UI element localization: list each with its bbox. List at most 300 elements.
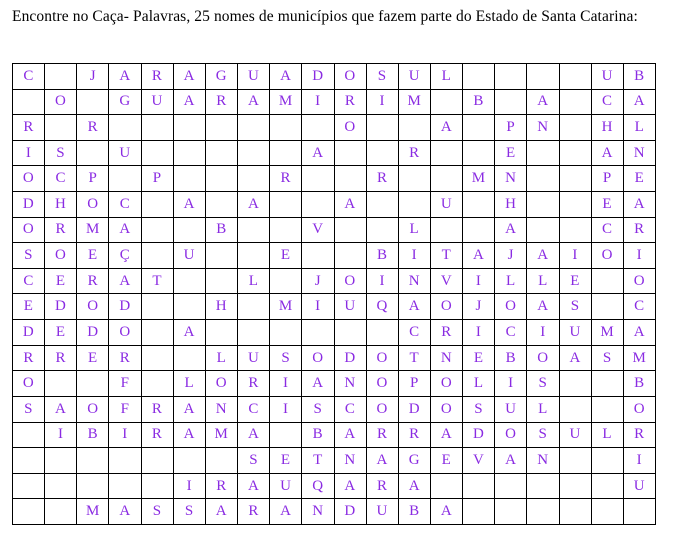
grid-cell: V — [431, 269, 463, 295]
grid-cell: P — [495, 115, 527, 141]
grid-cell: I — [109, 423, 141, 449]
grid-cell — [45, 499, 77, 525]
grid-cell — [367, 320, 399, 346]
grid-cell: A — [399, 294, 431, 320]
grid-cell: U — [560, 320, 592, 346]
grid-cell: R — [206, 90, 238, 116]
grid-cell: R — [77, 115, 109, 141]
grid-cell: O — [335, 115, 367, 141]
grid-cell: U — [238, 64, 270, 90]
grid-cell — [238, 141, 270, 167]
grid-cell — [560, 90, 592, 116]
grid-cell: O — [77, 397, 109, 423]
grid-cell — [142, 243, 174, 269]
grid-cell — [206, 243, 238, 269]
grid-cell: E — [45, 320, 77, 346]
grid-cell — [238, 218, 270, 244]
grid-cell — [302, 192, 334, 218]
grid-cell — [302, 115, 334, 141]
grid-cell: C — [13, 269, 45, 295]
grid-cell: O — [335, 64, 367, 90]
grid-cell — [527, 218, 559, 244]
grid-cell: E — [495, 141, 527, 167]
grid-cell — [206, 192, 238, 218]
grid-cell — [174, 346, 206, 372]
grid-cell — [174, 269, 206, 295]
grid-cell: Ç — [109, 243, 141, 269]
grid-cell: M — [77, 499, 109, 525]
grid-cell: C — [624, 294, 656, 320]
grid-cell — [367, 218, 399, 244]
grid-cell: R — [109, 346, 141, 372]
grid-cell — [495, 474, 527, 500]
grid-cell — [399, 192, 431, 218]
grid-cell: Q — [302, 474, 334, 500]
grid-cell: A — [624, 192, 656, 218]
grid-cell: R — [367, 474, 399, 500]
grid-cell — [495, 499, 527, 525]
grid-cell: A — [367, 448, 399, 474]
grid-cell: N — [527, 115, 559, 141]
grid-cell: I — [367, 269, 399, 295]
grid-cell — [77, 474, 109, 500]
grid-cell — [270, 115, 302, 141]
grid-cell: P — [592, 166, 624, 192]
grid-cell: P — [77, 166, 109, 192]
grid-cell: A — [174, 64, 206, 90]
grid-cell: G — [399, 448, 431, 474]
grid-cell: A — [174, 192, 206, 218]
grid-cell: D — [335, 346, 367, 372]
grid-cell: M — [399, 90, 431, 116]
grid-cell — [13, 423, 45, 449]
grid-cell — [592, 371, 624, 397]
grid-cell: U — [109, 141, 141, 167]
grid-cell — [431, 218, 463, 244]
grid-cell: S — [13, 397, 45, 423]
grid-cell: R — [142, 397, 174, 423]
grid-cell: A — [495, 448, 527, 474]
grid-cell: S — [560, 294, 592, 320]
grid-cell — [624, 499, 656, 525]
grid-cell — [335, 166, 367, 192]
grid-cell — [77, 371, 109, 397]
grid-cell: I — [495, 371, 527, 397]
grid-cell: S — [302, 397, 334, 423]
grid-cell: A — [527, 243, 559, 269]
grid-cell: H — [495, 192, 527, 218]
grid-cell: R — [45, 218, 77, 244]
grid-cell: C — [238, 397, 270, 423]
grid-cell: I — [13, 141, 45, 167]
grid-cell: C — [592, 218, 624, 244]
grid-cell: C — [45, 166, 77, 192]
grid-cell: S — [45, 141, 77, 167]
grid-cell: A — [399, 474, 431, 500]
grid-cell: U — [560, 423, 592, 449]
grid-cell: A — [335, 192, 367, 218]
grid-cell — [142, 115, 174, 141]
grid-cell: T — [431, 243, 463, 269]
grid-cell: C — [335, 397, 367, 423]
grid-cell: E — [13, 294, 45, 320]
grid-cell: L — [527, 397, 559, 423]
word-search-grid — [12, 63, 656, 525]
grid-cell: A — [174, 397, 206, 423]
grid-cell: B — [495, 346, 527, 372]
grid-cell: O — [77, 294, 109, 320]
grid-cell: H — [592, 115, 624, 141]
grid-cell — [560, 166, 592, 192]
grid-cell: M — [206, 423, 238, 449]
grid-cell: J — [77, 64, 109, 90]
grid-cell: A — [238, 192, 270, 218]
grid-cell: S — [592, 346, 624, 372]
grid-cell — [238, 294, 270, 320]
grid-cell: E — [560, 269, 592, 295]
grid-cell: V — [302, 218, 334, 244]
grid-cell — [592, 474, 624, 500]
grid-cell: R — [77, 269, 109, 295]
grid-cell — [206, 166, 238, 192]
grid-cell: N — [495, 166, 527, 192]
grid-cell: Q — [367, 294, 399, 320]
grid-cell — [463, 64, 495, 90]
grid-cell: D — [463, 423, 495, 449]
grid-cell: C — [109, 192, 141, 218]
grid-cell — [13, 448, 45, 474]
grid-cell: S — [13, 243, 45, 269]
grid-cell — [77, 90, 109, 116]
grid-cell — [463, 218, 495, 244]
grid-cell: I — [270, 371, 302, 397]
grid-cell — [206, 141, 238, 167]
grid-cell: I — [270, 397, 302, 423]
grid-cell — [302, 166, 334, 192]
grid-cell: D — [77, 320, 109, 346]
grid-cell: D — [13, 192, 45, 218]
grid-cell: I — [399, 243, 431, 269]
grid-cell: B — [463, 90, 495, 116]
grid-cell: A — [335, 423, 367, 449]
grid-cell: U — [592, 64, 624, 90]
grid-cell: A — [624, 320, 656, 346]
grid-cell: A — [174, 320, 206, 346]
grid-cell: A — [527, 90, 559, 116]
grid-cell: M — [592, 320, 624, 346]
grid-cell: A — [206, 499, 238, 525]
grid-cell: B — [399, 499, 431, 525]
grid-cell: G — [206, 64, 238, 90]
grid-cell: O — [495, 294, 527, 320]
grid-cell: N — [624, 141, 656, 167]
grid-cell: O — [206, 371, 238, 397]
grid-cell: I — [367, 90, 399, 116]
grid-cell — [367, 115, 399, 141]
grid-cell — [174, 166, 206, 192]
grid-cell: R — [399, 423, 431, 449]
grid-cell: D — [109, 294, 141, 320]
grid-cell: I — [624, 448, 656, 474]
grid-cell — [592, 269, 624, 295]
grid-cell: R — [624, 218, 656, 244]
grid-cell: N — [302, 499, 334, 525]
grid-cell: M — [77, 218, 109, 244]
grid-cell: O — [495, 423, 527, 449]
grid-cell: A — [431, 499, 463, 525]
grid-cell: B — [206, 218, 238, 244]
grid-cell — [109, 115, 141, 141]
grid-cell: R — [399, 141, 431, 167]
grid-cell — [527, 474, 559, 500]
grid-cell: S — [238, 448, 270, 474]
grid-cell: C — [495, 320, 527, 346]
grid-cell — [495, 64, 527, 90]
grid-cell: O — [13, 166, 45, 192]
grid-cell: E — [77, 346, 109, 372]
grid-cell: C — [399, 320, 431, 346]
grid-cell: A — [335, 474, 367, 500]
grid-cell: P — [399, 371, 431, 397]
grid-cell — [592, 499, 624, 525]
grid-cell: O — [45, 243, 77, 269]
grid-cell — [206, 448, 238, 474]
grid-cell — [142, 474, 174, 500]
grid-cell: A — [560, 346, 592, 372]
grid-cell: S — [463, 397, 495, 423]
grid-cell — [206, 320, 238, 346]
grid-cell: I — [624, 243, 656, 269]
grid-cell: V — [463, 448, 495, 474]
grid-cell: O — [367, 371, 399, 397]
grid-cell — [174, 448, 206, 474]
grid-cell — [174, 141, 206, 167]
grid-cell: O — [13, 371, 45, 397]
grid-cell: U — [431, 192, 463, 218]
grid-cell: A — [624, 90, 656, 116]
grid-cell: R — [335, 90, 367, 116]
grid-cell: E — [77, 243, 109, 269]
grid-cell: A — [238, 423, 270, 449]
grid-cell — [527, 166, 559, 192]
grid-cell: S — [174, 499, 206, 525]
grid-cell — [367, 141, 399, 167]
grid-cell — [270, 192, 302, 218]
grid-cell: E — [270, 448, 302, 474]
grid-cell — [142, 192, 174, 218]
grid-cell — [302, 243, 334, 269]
grid-cell: R — [367, 423, 399, 449]
grid-cell — [270, 423, 302, 449]
grid-cell — [77, 141, 109, 167]
grid-cell: I — [174, 474, 206, 500]
grid-cell: E — [592, 192, 624, 218]
grid-cell — [335, 320, 367, 346]
grid-cell: A — [238, 90, 270, 116]
grid-cell — [399, 115, 431, 141]
grid-cell: R — [624, 423, 656, 449]
grid-cell: O — [45, 90, 77, 116]
grid-cell: E — [431, 448, 463, 474]
grid-cell: I — [302, 294, 334, 320]
grid-cell — [335, 141, 367, 167]
grid-cell: A — [463, 243, 495, 269]
grid-cell: L — [463, 371, 495, 397]
grid-cell — [142, 141, 174, 167]
grid-cell: O — [624, 397, 656, 423]
grid-cell: O — [592, 243, 624, 269]
grid-cell — [109, 448, 141, 474]
grid-cell: A — [109, 218, 141, 244]
grid-cell — [13, 499, 45, 525]
grid-cell — [238, 115, 270, 141]
grid-cell: O — [527, 346, 559, 372]
grid-cell: B — [77, 423, 109, 449]
grid-cell: S — [367, 64, 399, 90]
grid-cell: E — [624, 166, 656, 192]
grid-cell: I — [45, 423, 77, 449]
grid-cell: L — [592, 423, 624, 449]
grid-cell: N — [335, 448, 367, 474]
grid-cell: N — [206, 397, 238, 423]
grid-cell: S — [527, 371, 559, 397]
grid-cell — [302, 320, 334, 346]
grid-cell: C — [13, 64, 45, 90]
grid-cell — [463, 115, 495, 141]
grid-cell: O — [367, 397, 399, 423]
grid-cell — [142, 294, 174, 320]
grid-cell — [463, 474, 495, 500]
grid-cell: A — [174, 90, 206, 116]
grid-cell: O — [431, 371, 463, 397]
grid-cell: A — [270, 64, 302, 90]
grid-cell: A — [270, 499, 302, 525]
grid-cell: A — [238, 474, 270, 500]
grid-cell — [560, 371, 592, 397]
grid-cell: E — [45, 269, 77, 295]
grid-cell — [270, 218, 302, 244]
grid-cell: B — [624, 371, 656, 397]
grid-cell: L — [431, 64, 463, 90]
grid-cell — [527, 192, 559, 218]
grid-cell: R — [431, 320, 463, 346]
grid-cell: U — [270, 474, 302, 500]
grid-cell: D — [13, 320, 45, 346]
grid-cell: U — [624, 474, 656, 500]
grid-cell — [142, 371, 174, 397]
grid-cell: O — [302, 346, 334, 372]
grid-cell — [527, 141, 559, 167]
grid-cell — [45, 115, 77, 141]
grid-cell — [45, 371, 77, 397]
grid-cell — [463, 192, 495, 218]
grid-cell: L — [174, 371, 206, 397]
grid-cell — [45, 448, 77, 474]
grid-cell — [174, 294, 206, 320]
grid-cell: O — [13, 218, 45, 244]
grid-cell: L — [399, 218, 431, 244]
grid-cell: F — [109, 371, 141, 397]
grid-cell: M — [463, 166, 495, 192]
grid-cell: E — [270, 243, 302, 269]
grid-cell — [431, 90, 463, 116]
grid-cell — [77, 448, 109, 474]
grid-cell: L — [527, 269, 559, 295]
grid-cell: G — [109, 90, 141, 116]
grid-cell: L — [238, 269, 270, 295]
grid-cell: N — [527, 448, 559, 474]
grid-cell: R — [367, 166, 399, 192]
grid-cell: D — [45, 294, 77, 320]
grid-cell: R — [206, 474, 238, 500]
grid-cell: S — [270, 346, 302, 372]
grid-cell: E — [463, 346, 495, 372]
grid-cell — [206, 115, 238, 141]
grid-cell — [45, 474, 77, 500]
grid-cell: R — [13, 346, 45, 372]
grid-cell: A — [495, 218, 527, 244]
grid-cell: M — [624, 346, 656, 372]
grid-cell: L — [624, 115, 656, 141]
grid-cell: U — [335, 294, 367, 320]
grid-cell: O — [109, 320, 141, 346]
grid-cell — [174, 115, 206, 141]
grid-cell: U — [174, 243, 206, 269]
grid-cell — [142, 218, 174, 244]
grid-cell — [399, 166, 431, 192]
grid-cell: B — [302, 423, 334, 449]
grid-cell: H — [206, 294, 238, 320]
grid-cell — [431, 474, 463, 500]
grid-cell: A — [431, 423, 463, 449]
grid-cell: S — [527, 423, 559, 449]
grid-cell — [335, 218, 367, 244]
grid-cell — [560, 141, 592, 167]
grid-cell: U — [367, 499, 399, 525]
grid-cell: A — [592, 141, 624, 167]
grid-cell: I — [527, 320, 559, 346]
grid-cell: B — [367, 243, 399, 269]
grid-cell — [270, 141, 302, 167]
grid-cell: R — [142, 64, 174, 90]
grid-cell: O — [335, 269, 367, 295]
grid-cell — [592, 397, 624, 423]
grid-cell: D — [302, 64, 334, 90]
grid-cell: U — [495, 397, 527, 423]
grid-cell: N — [431, 346, 463, 372]
grid-cell: M — [270, 90, 302, 116]
grid-cell: A — [302, 141, 334, 167]
grid-cell — [13, 474, 45, 500]
grid-cell — [495, 90, 527, 116]
grid-cell — [238, 243, 270, 269]
grid-cell: R — [142, 423, 174, 449]
grid-cell: R — [45, 346, 77, 372]
grid-cell — [560, 192, 592, 218]
grid-cell — [109, 474, 141, 500]
grid-cell — [142, 346, 174, 372]
grid-cell — [527, 499, 559, 525]
grid-cell: A — [109, 269, 141, 295]
grid-cell — [560, 115, 592, 141]
grid-cell — [431, 141, 463, 167]
grid-cell — [560, 499, 592, 525]
grid-cell — [560, 474, 592, 500]
grid-cell: P — [142, 166, 174, 192]
grid-cell: J — [302, 269, 334, 295]
grid-cell — [13, 90, 45, 116]
grid-cell: A — [302, 371, 334, 397]
